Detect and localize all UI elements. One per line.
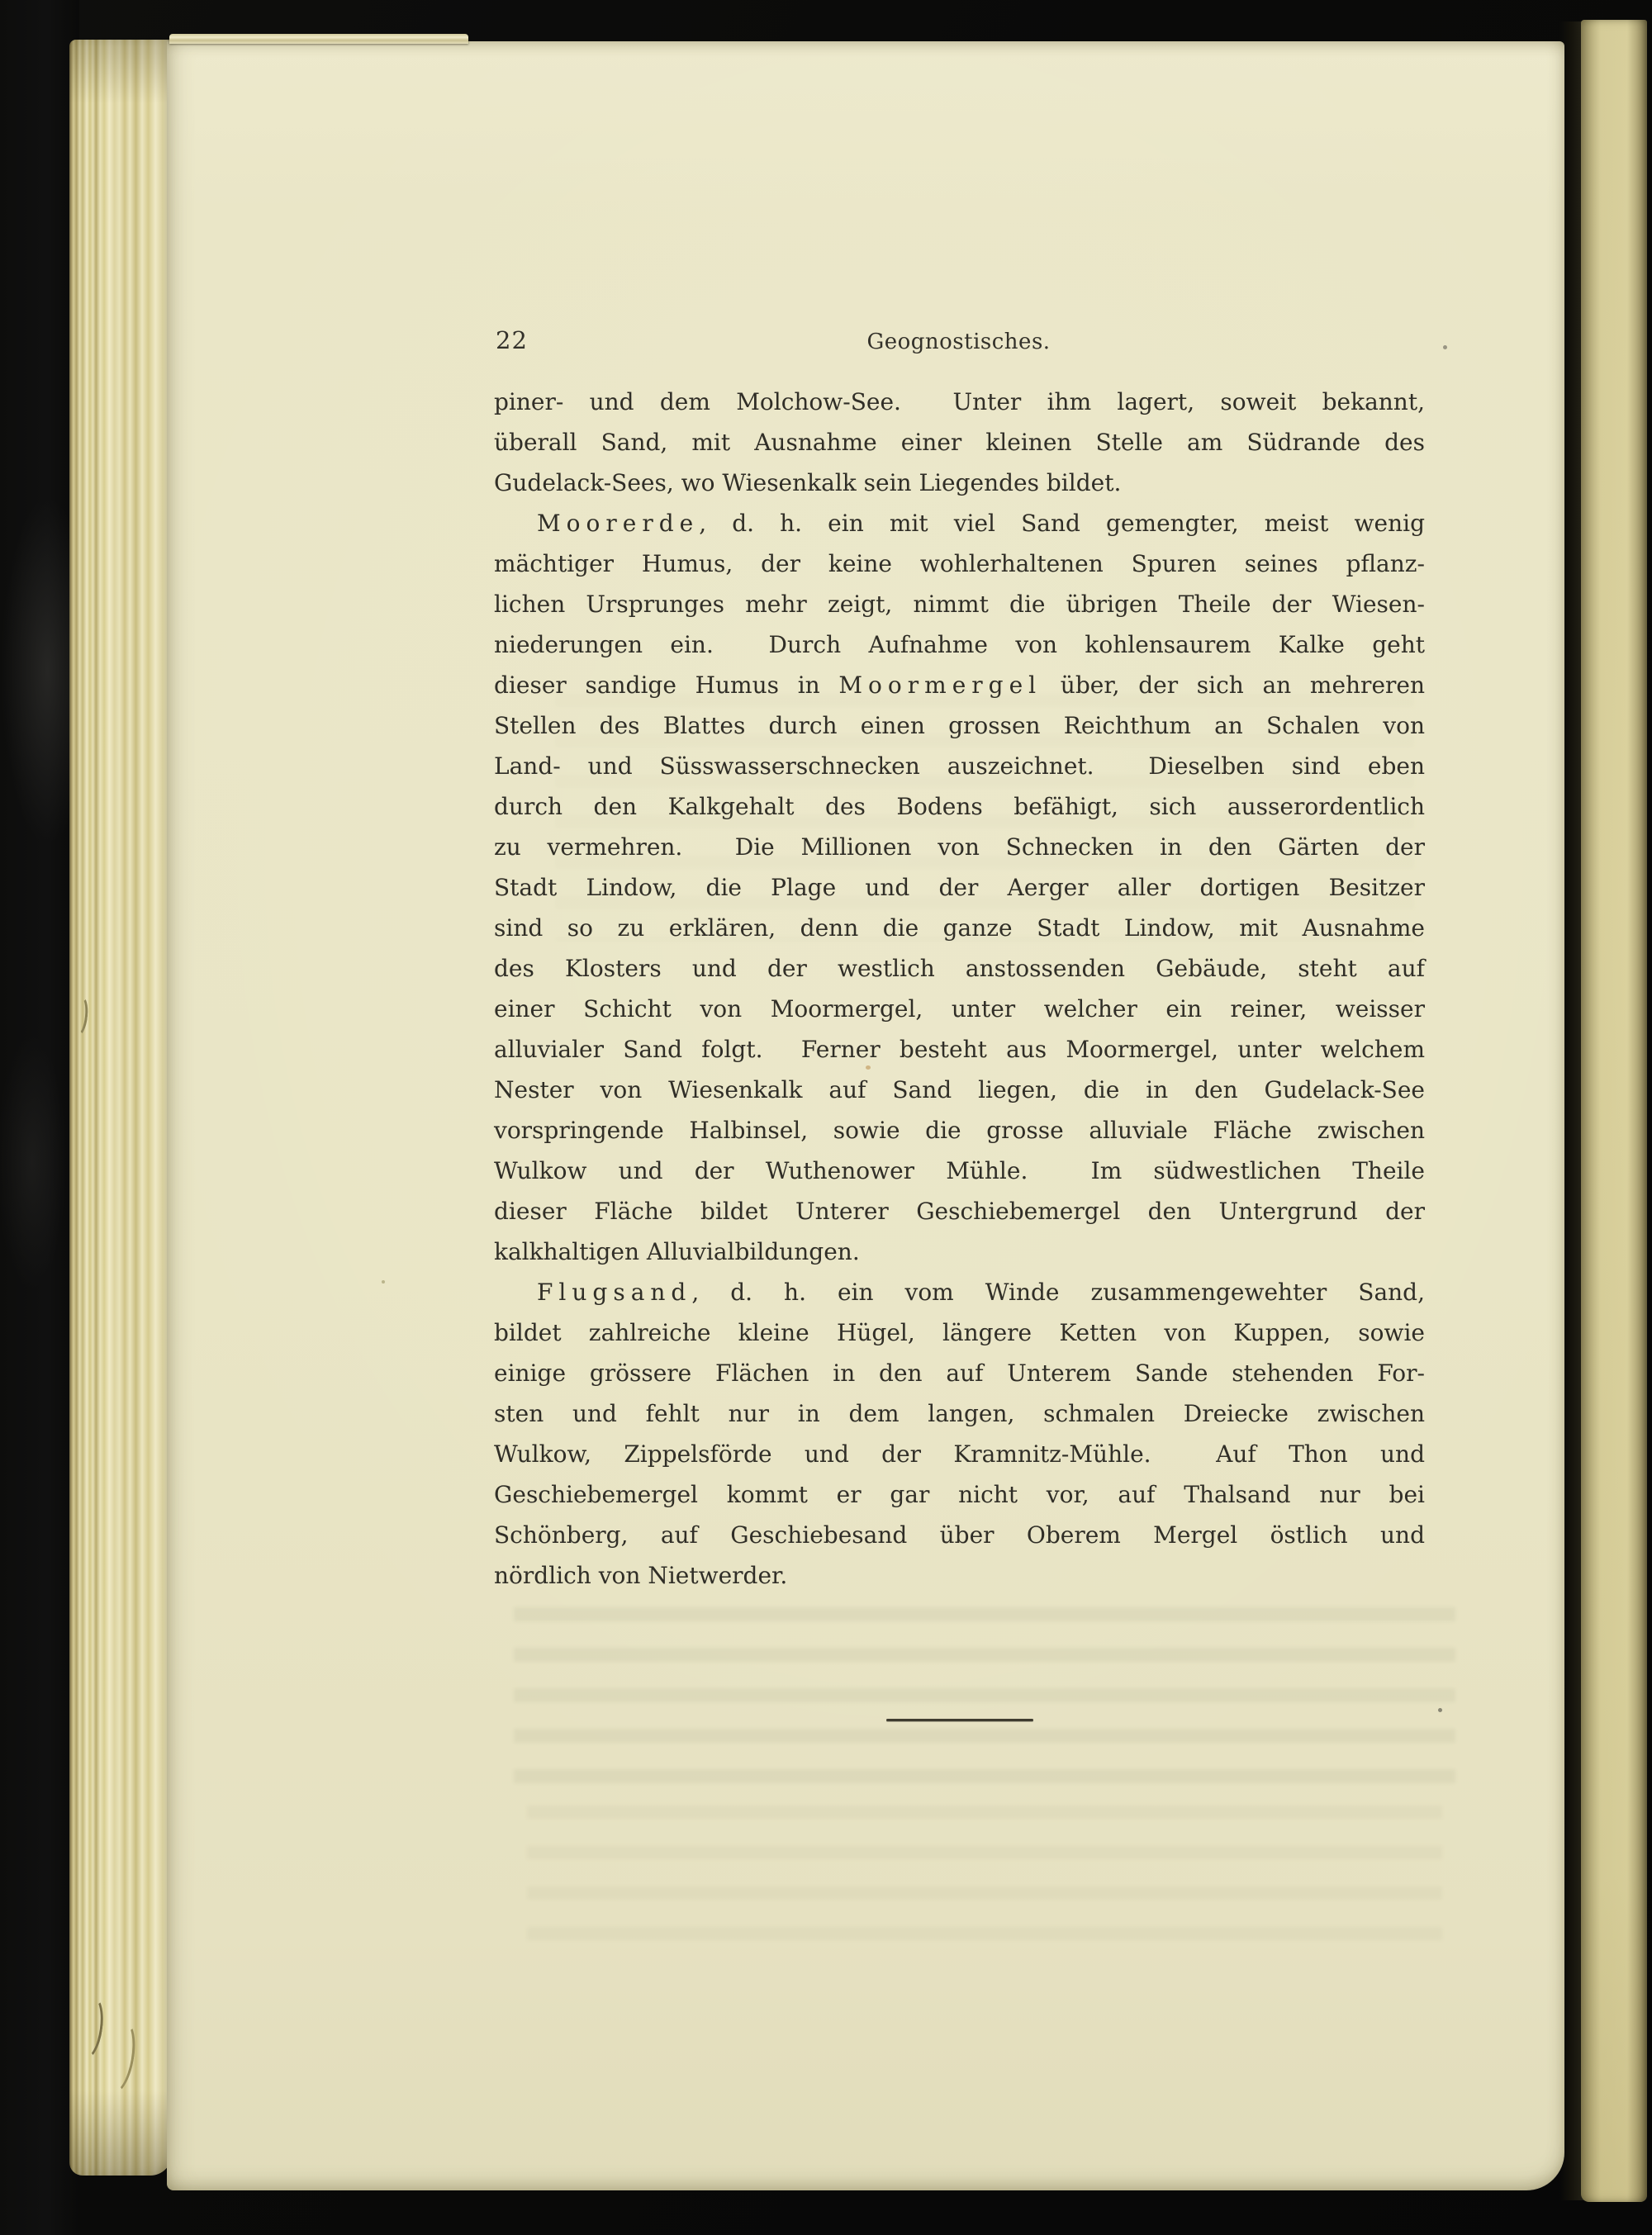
text-line: [494, 1515, 1425, 1555]
text-line: [494, 827, 1425, 867]
text-segment: alluvialer Sand folgt. Ferner besteht aus Moormergel, unter welchem: [494, 1036, 1425, 1063]
emphasized-term: Moorerde: [537, 510, 700, 537]
emphasized-term: Flugsand: [537, 1279, 692, 1306]
text-line: [494, 1474, 1425, 1515]
text-line: [494, 422, 1425, 463]
text-segment: , d. h. ein vom Winde zusammengewehter Sand,: [691, 1279, 1425, 1306]
emphasized-term: Moormergel: [838, 671, 1042, 699]
text-line: [494, 1393, 1425, 1434]
text-segment: überall Sand, mit Ausnahme einer kleinen Stelle am Südrande des: [494, 429, 1425, 456]
text-segment: bildet zahlreiche kleine Hügel, längere Ketten von Kuppen, sowie: [494, 1319, 1425, 1346]
text-segment: nördlich von Nietwerder.: [494, 1562, 788, 1589]
text-segment: Geschiebemergel kommt er gar nicht vor, auf Thalsand nur bei: [494, 1481, 1425, 1508]
paper-speck: [1443, 345, 1447, 349]
text-line: [494, 543, 1425, 584]
text-segment: einer Schicht von Moormergel, unter welcher ein reiner, weisser: [494, 995, 1425, 1023]
paper-speck: [866, 1065, 871, 1070]
text-segment: kalkhaltigen Alluvialbildungen.: [494, 1238, 860, 1265]
text-line: [494, 1029, 1425, 1070]
text-line: [494, 1191, 1425, 1231]
running-header: Geognostisches.: [866, 330, 1051, 354]
text-segment: dieser sandige Humus in: [494, 671, 839, 699]
adjacent-page-edge: [1581, 20, 1647, 2202]
text-line: [494, 624, 1425, 665]
text-line: [494, 1151, 1425, 1191]
text-line: [494, 786, 1425, 827]
page-header: [494, 325, 1423, 358]
text-segment: zu vermehren. Die Millionen von Schnecken in den Gärten der: [494, 833, 1425, 861]
text-segment: mächtiger Humus, der keine wohlerhaltenen Spuren seines pflanz-: [494, 550, 1425, 577]
bleed-through-text: [514, 1607, 1455, 1784]
text-segment: piner- und dem Molchow-See. Unter ihm lagert, soweit bekannt,: [494, 388, 1425, 415]
text-segment: Gudelack-Sees, wo Wiesenkalk sein Liegendes bildet.: [494, 469, 1122, 496]
text-segment: Stadt Lindow, die Plage und der Aerger aller dortigen Besitzer: [494, 874, 1425, 901]
book-cover-left: [0, 0, 79, 2235]
paper-speck: [382, 1280, 385, 1284]
text-line: [494, 1353, 1425, 1393]
text-segment: vorspringende Halbinsel, sowie die grosse alluviale Fläche zwischen: [494, 1117, 1425, 1144]
text-line: [494, 867, 1425, 908]
text-line: [494, 1434, 1425, 1474]
text-line: [494, 908, 1425, 948]
text-line: [494, 463, 1425, 503]
text-block: [494, 382, 1425, 1596]
text-line: [494, 705, 1425, 746]
text-line: [494, 665, 1425, 705]
text-line: [494, 1231, 1425, 1272]
text-segment: Land- und Süsswasserschnecken auszeichnet. Dieselben sind eben: [494, 752, 1425, 780]
paper-speck: [1438, 1708, 1442, 1712]
text-segment: lichen Ursprunges mehr zeigt, nimmt die übrigen Theile der Wiesen-: [494, 591, 1425, 618]
text-segment: einige grössere Flächen in den auf Unterem Sande stehenden For-: [494, 1360, 1425, 1387]
bleed-through-text: [527, 1806, 1442, 1946]
section-divider: [494, 1719, 1425, 1724]
page-edge-stack-left: [69, 40, 172, 2176]
text-line: [494, 989, 1425, 1029]
text-line: [494, 1312, 1425, 1353]
text-segment: des Klosters und der westlich anstossenden Gebäude, steht auf: [494, 955, 1425, 982]
text-line: [494, 1110, 1425, 1151]
book-page: [167, 41, 1564, 2190]
text-segment: , d. h. ein mit viel Sand gemengter, meist wenig: [699, 510, 1425, 537]
text-segment: durch den Kalkgehalt des Bodens befähigt, sich ausserordentlich: [494, 793, 1425, 820]
text-segment: Stellen des Blattes durch einen grossen Reichthum an Schalen von: [494, 712, 1425, 739]
section-divider-rule: [886, 1719, 1033, 1721]
text-segment: Wulkow und der Wuthenower Mühle. Im südwestlichen Theile: [494, 1157, 1425, 1184]
text-segment: über, der sich an mehreren: [1042, 671, 1425, 699]
text-segment: Schönberg, auf Geschiebesand über Oberem Mergel östlich und: [494, 1521, 1425, 1549]
text-segment: niederungen ein. Durch Aufnahme von kohlensaurem Kalke geht: [494, 631, 1425, 658]
text-line: [494, 948, 1425, 989]
text-segment: dieser Fläche bildet Unterer Geschiebemergel den Untergrund der: [494, 1198, 1425, 1225]
text-line: [494, 1272, 1425, 1312]
text-line: [494, 382, 1425, 422]
page-number: 22: [496, 326, 528, 354]
text-line: [494, 1070, 1425, 1110]
text-segment: Nester von Wiesenkalk auf Sand liegen, die in den Gudelack-See: [494, 1076, 1425, 1103]
text-segment: sind so zu erklären, denn die ganze Stadt Lindow, mit Ausnahme: [494, 914, 1425, 942]
text-line: [494, 584, 1425, 624]
text-line: [494, 746, 1425, 786]
text-line: [494, 503, 1425, 543]
text-line: [494, 1555, 1425, 1596]
text-segment: Wulkow, Zippelsförde und der Kramnitz-Mühle. Auf Thon und: [494, 1440, 1425, 1468]
page-top-edges: [169, 34, 468, 44]
text-segment: sten und fehlt nur in dem langen, schmalen Dreiecke zwischen: [494, 1400, 1425, 1427]
